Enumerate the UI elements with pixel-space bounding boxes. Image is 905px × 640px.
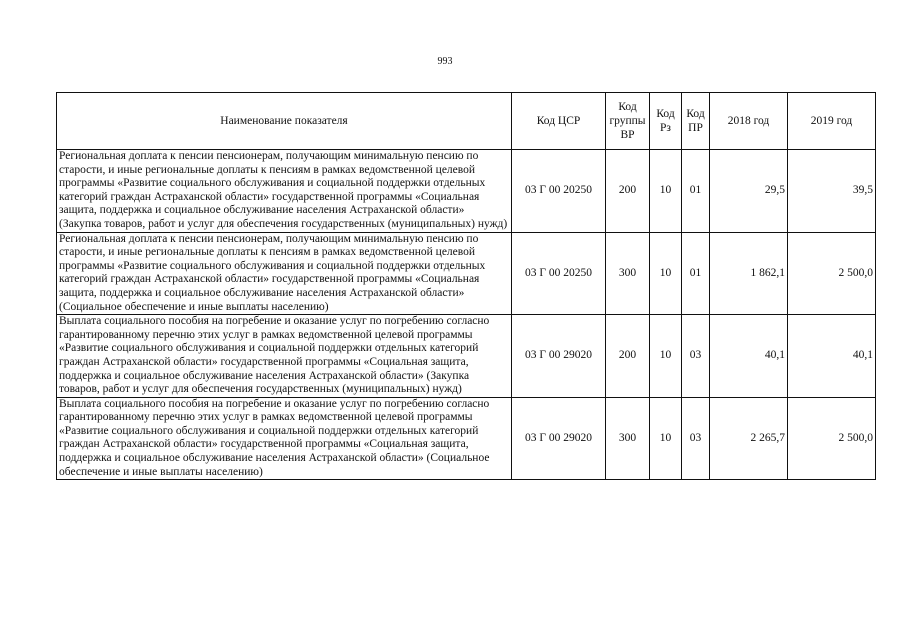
budget-table — [56, 92, 876, 480]
header-csr: Код ЦСР — [512, 93, 606, 150]
row-2018: 29,5 — [710, 150, 788, 233]
header-rz: Код Рз — [650, 93, 682, 150]
header-vr: Код группы ВР — [606, 93, 650, 150]
row-2018: 1 862,1 — [710, 232, 788, 315]
row-vr: 300 — [606, 232, 650, 315]
row-vr: 200 — [606, 315, 650, 398]
row-name: Выплата социального пособия на погребение и оказание услуг по погребению согласно гарантированному перечню этих услуг в рамках ведомственной целевой программы «Развитие социального обслуживания и социальной поддержки отдельных категорий граждан Астраханской области» государственной программы «Социальная защита, поддержка и социальное обслуживание населения Астраханской области» (Закупка товаров, работ и услуг для обеспечения государственных (муниципальных) нужд) — [57, 315, 512, 398]
row-rz: 10 — [650, 232, 682, 315]
row-name: Выплата социального пособия на погребение и оказание услуг по погребению согласно гарантированному перечню этих услуг в рамках ведомственной целевой программы «Развитие социального обслуживания и социальной поддержки отдельных категорий граждан Астраханской области» государственной программы «Социальная защита, поддержка и социальное обслуживание населения Астраханской области» (Социальное обеспечение и иные выплаты населению) — [57, 397, 512, 480]
row-pr: 03 — [682, 397, 710, 480]
header-2019: 2019 год — [788, 93, 876, 150]
row-2019: 2 500,0 — [788, 397, 876, 480]
row-rz: 10 — [650, 315, 682, 398]
row-2019: 2 500,0 — [788, 232, 876, 315]
row-csr: 03 Г 00 29020 — [512, 315, 606, 398]
table-row — [57, 397, 876, 480]
row-rz: 10 — [650, 397, 682, 480]
row-2019: 40,1 — [788, 315, 876, 398]
row-vr: 200 — [606, 150, 650, 233]
header-row — [57, 93, 876, 150]
table-row — [57, 315, 876, 398]
header-name: Наименование показателя — [57, 93, 512, 150]
row-2018: 40,1 — [710, 315, 788, 398]
row-rz: 10 — [650, 150, 682, 233]
table-row — [57, 232, 876, 315]
row-name: Региональная доплата к пенсии пенсионерам, получающим минимальную пенсию по старости, и иные региональные доплаты к пенсиям в рамках ведомственной целевой программы «Развитие социального обслуживания и социальной поддержки отдельных категорий граждан Астраханской области» государственной программы «Социальная защита, поддержка и социальное обслуживание населения Астраханской области» (Закупка товаров, работ и услуг для обеспечения государственных (муниципальных) нужд) — [57, 150, 512, 233]
row-pr: 03 — [682, 315, 710, 398]
header-2018: 2018 год — [710, 93, 788, 150]
row-name: Региональная доплата к пенсии пенсионерам, получающим минимальную пенсию по старости, и иные региональные доплаты к пенсиям в рамках ведомственной целевой программы «Развитие социального обслуживания и социальной поддержки отдельных категорий граждан Астраханской области» государственной программы «Социальная защита, поддержка и социальное обслуживание населения Астраханской области» (Социальное обеспечение и иные выплаты населению) — [57, 232, 512, 315]
row-csr: 03 Г 00 20250 — [512, 232, 606, 315]
row-csr: 03 Г 00 29020 — [512, 397, 606, 480]
table-row — [57, 150, 876, 233]
row-2018: 2 265,7 — [710, 397, 788, 480]
row-2019: 39,5 — [788, 150, 876, 233]
page-number: 993 — [437, 56, 453, 67]
header-pr: Код ПР — [682, 93, 710, 150]
row-csr: 03 Г 00 20250 — [512, 150, 606, 233]
row-vr: 300 — [606, 397, 650, 480]
row-pr: 01 — [682, 232, 710, 315]
row-pr: 01 — [682, 150, 710, 233]
